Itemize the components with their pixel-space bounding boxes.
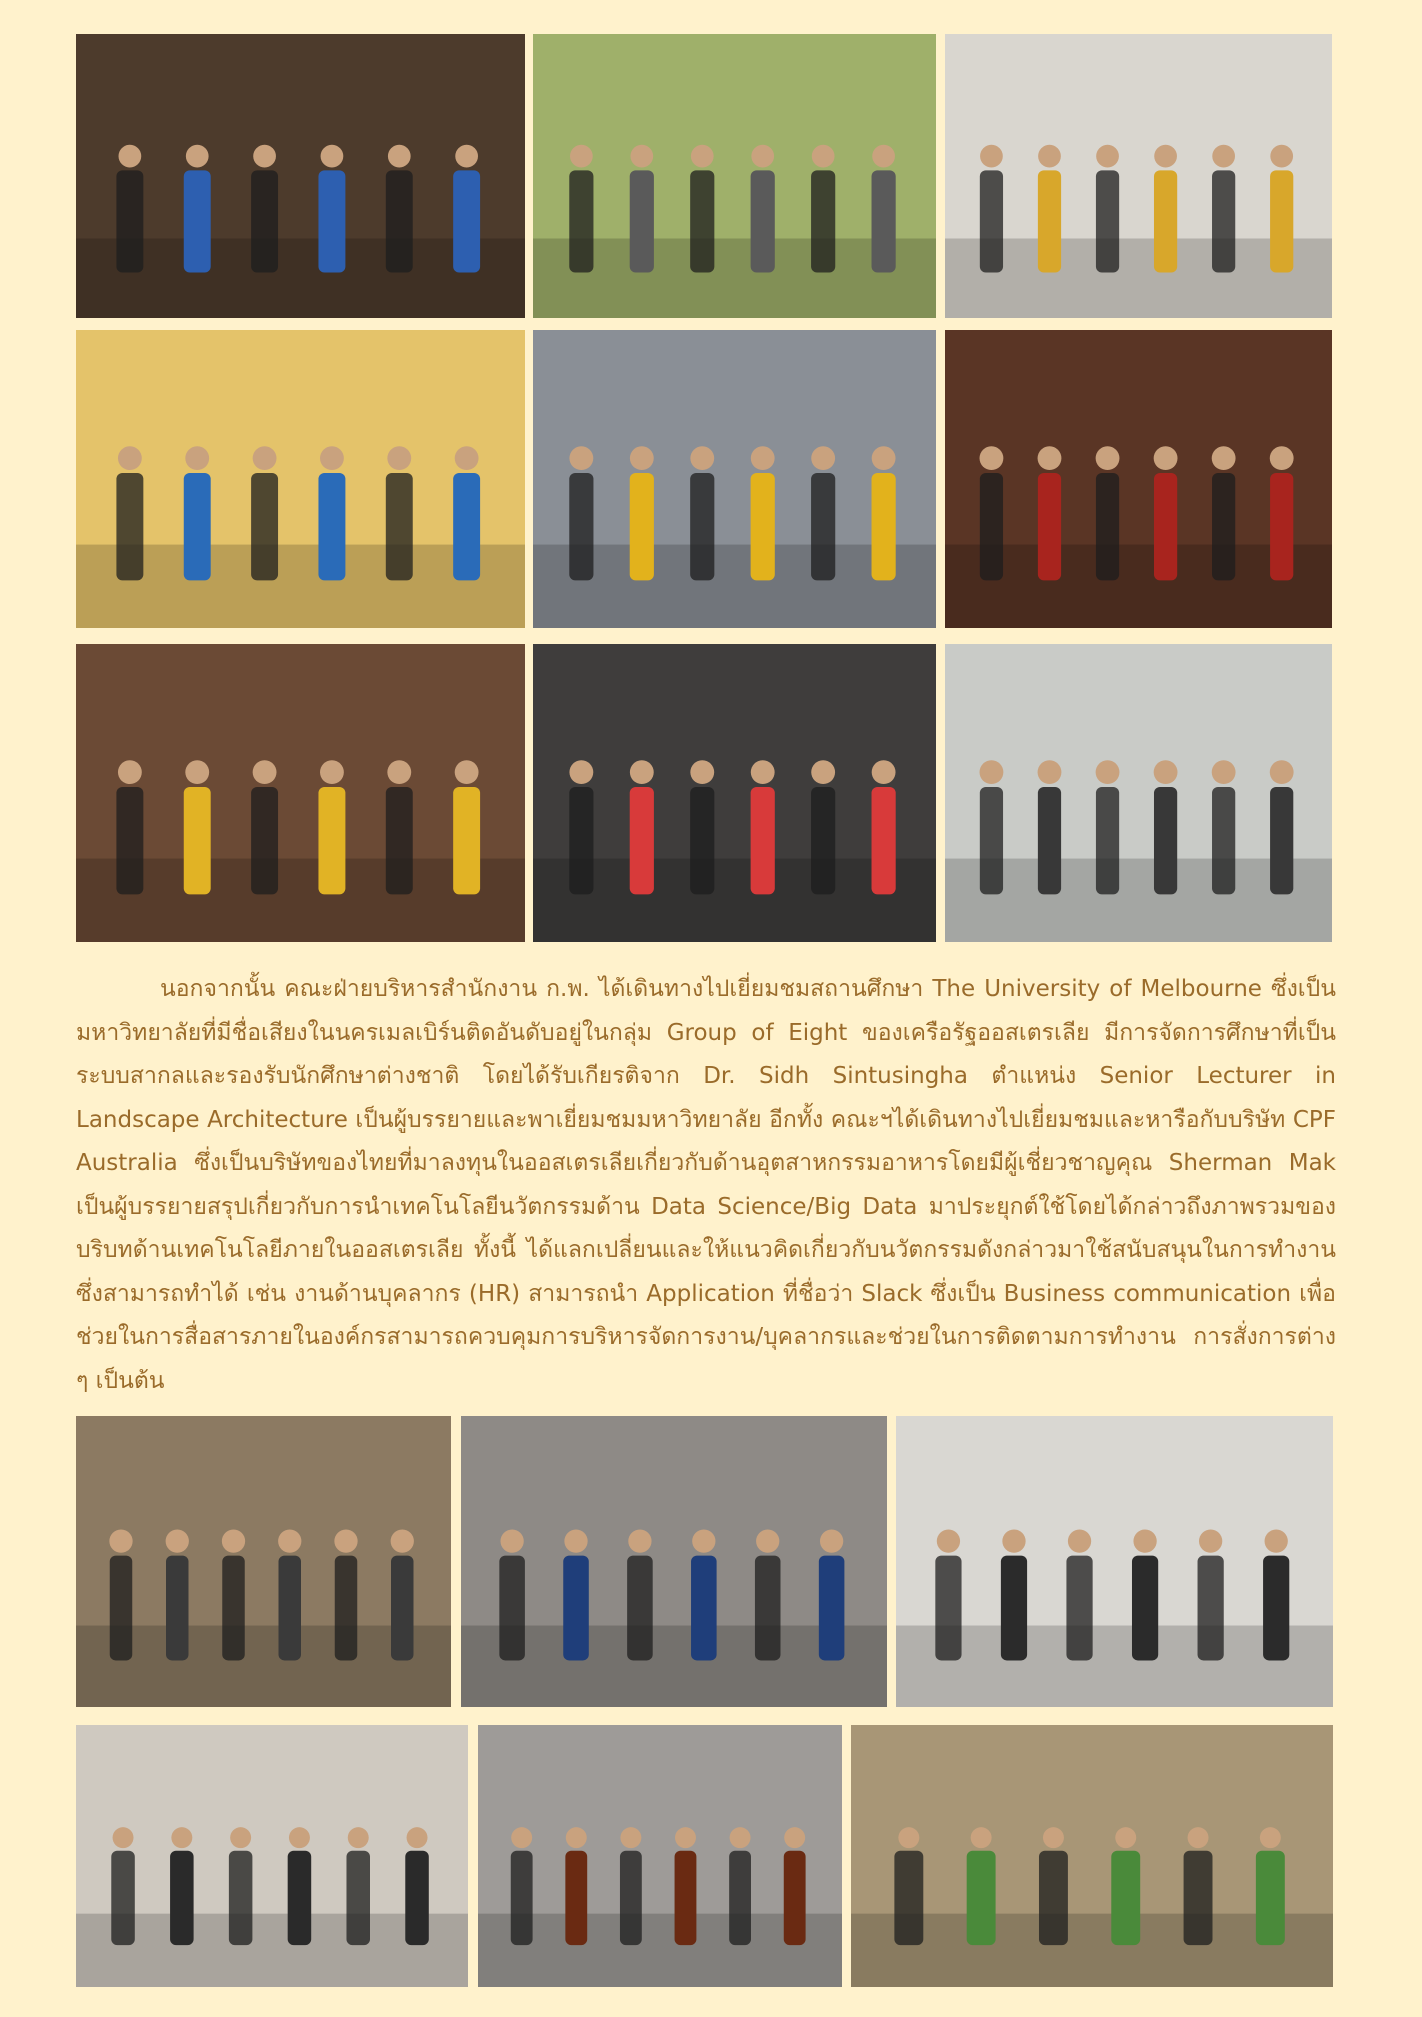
photo-university-entrance-group — [461, 1416, 887, 1707]
photo-group-walking-on-path — [533, 34, 936, 318]
photo-university-entrance-group-image — [461, 1416, 887, 1707]
photo-group-walking-on-path-image — [533, 34, 936, 318]
photo-award-presentation-stage-image — [945, 34, 1332, 318]
photo-dinner-table-group — [76, 644, 525, 942]
photo-workshop-room-yellow-shirts — [533, 330, 936, 628]
photo-presentation-screen-room-image — [533, 644, 936, 942]
photo-university-quadrangle — [851, 1725, 1333, 1987]
photo-city-skyline-walk — [945, 644, 1332, 942]
photo-meeting-room-table-image — [76, 1725, 468, 1987]
photo-dinner-table-group-image — [76, 644, 525, 942]
article-paragraph-text: นอกจากนั้น คณะฝ่ายบริหารสำนักงาน ก.พ. ได้เดินทางไปเยี่ยมชมสถานศึกษา The University of Melbourne ซึ่งเป็นมหาวิทยาลัยที่มีชื่อเสียงในนครเมลเบิร์นติดอันดับอยู่ในกลุ่ม Group of Eight ของเครือรัฐออสเตรเลีย มีการจัดการศึกษาที่เป็นระบบสากลและรองรับนักศึกษาต่างชาติ โดยได้รับเกียรติจาก Dr. Sidh Sintusingha ตำแหน่ง Senior Lecturer in Landscape Architecture เป็นผู้บรรยายและพาเยี่ยมชมมหาวิทยาลัย อีกทั้ง คณะฯได้เดินทางไปเยี่ยมชมและหารือกับบริษัท CPF Australia ซึ่งเป็นบริษัทของไทยที่มาลงทุนในออสเตรเลียเกี่ยวกับด้านอุตสาหกรรมอาหารโดยมีผู้เชี่ยวชาญคุณ Sherman Mak เป็นผู้บรรยายสรุปเกี่ยวกับการนำเทคโนโลยีนวัตกรรมด้าน Data Science/Big Data มาประยุกต์ใช้โดยได้กล่าวถึงภาพรวมของบริบทด้านเทคโนโลยีภายในออสเตรเลีย ทั้งนี้ ได้แลกเปลี่ยนและให้แนวคิดเกี่ยวกับนวัตกรรมดังกล่าวมาใช้สนับสนุนในการทำงานซึ่งสามารถทำได้ เช่น งานด้านบุคลากร (HR) สามารถนำ Application ที่ชื่อว่า Slack ซึ่งเป็น Business communication เพื่อช่วยในการสื่อสารภายในองค์กรสามารถควบคุมการบริหารจัดการงาน/บุคลากรและช่วยในการติดตามการทำงาน การสั่งการต่าง ๆ เป็นต้น — [76, 976, 1336, 1394]
photo-university-cloister-walk — [76, 1416, 451, 1707]
photo-university-quadrangle-image — [851, 1725, 1333, 1987]
photo-award-presentation-stage — [945, 34, 1332, 318]
photo-workshop-room-yellow-shirts-image — [533, 330, 936, 628]
photo-city-skyline-walk-image — [945, 644, 1332, 942]
photo-university-cloister-walk-image — [76, 1416, 451, 1707]
photo-conference-group-discussion — [76, 34, 525, 318]
photo-meeting-room-table — [76, 1725, 468, 1987]
photo-beach-huts-group — [76, 330, 525, 628]
photo-museum-visit-image — [945, 330, 1332, 628]
photo-souvenir-handover — [478, 1725, 842, 1987]
photo-gallery-group-photo — [896, 1416, 1333, 1707]
photo-museum-visit — [945, 330, 1332, 628]
photo-conference-group-discussion-image — [76, 34, 525, 318]
photo-presentation-screen-room — [533, 644, 936, 942]
photo-gallery-group-photo-image — [896, 1416, 1333, 1707]
article-paragraph — [76, 968, 1336, 1403]
photo-beach-huts-group-image — [76, 330, 525, 628]
photo-souvenir-handover-image — [478, 1725, 842, 1987]
